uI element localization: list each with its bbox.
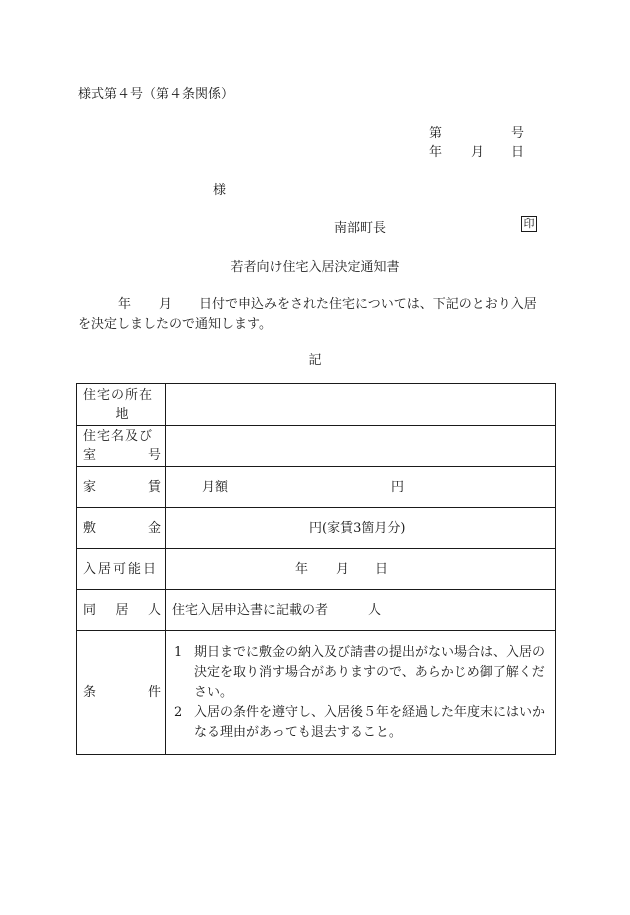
value-deposit: 円(家賃3箇月分) <box>166 508 556 549</box>
seal-mark: 印 <box>521 216 537 232</box>
conditions-list <box>174 643 551 743</box>
row-housing-name <box>77 426 556 467</box>
issue-date-year: 年 <box>429 145 443 160</box>
addressee-suffix: 様 <box>213 183 227 198</box>
body-line-1 <box>78 293 537 312</box>
label-cohabitants: 同 居 人 <box>77 590 166 631</box>
document-number-prefix: 第 <box>429 126 443 141</box>
rent-yen-unit: 円 <box>391 479 405 495</box>
issuer-name: 南部町長 <box>334 221 387 236</box>
form-number: 様式第４号（第４条関係） <box>78 87 235 102</box>
body-month: 月 <box>159 297 173 312</box>
movein-year: 年 <box>295 561 309 577</box>
label-location: 住宅の所在 地 <box>77 384 166 426</box>
body-line-2: を決定しましたので通知します。 <box>78 317 272 332</box>
value-location <box>166 384 556 426</box>
label-movein-date: 入居可能日 <box>77 549 166 590</box>
ki-heading: 記 <box>308 353 322 368</box>
row-conditions <box>77 631 556 755</box>
row-deposit <box>77 508 556 549</box>
issue-date-month: 月 <box>471 145 485 160</box>
cohabitants-unit: 人 <box>368 602 382 618</box>
rent-monthly-label: 月額 <box>202 479 229 495</box>
row-location <box>77 384 556 426</box>
condition-item: 1 期日までに敷金の納入及び請書の提出がない場合は、入居の決定を取り消す場合がありますので、あらかじめ御了解ください。 <box>174 644 546 700</box>
row-cohabitants <box>77 590 556 631</box>
details-table <box>76 383 556 755</box>
label-rent: 家 賃 <box>77 467 166 508</box>
issue-date-day: 日 <box>511 145 525 160</box>
value-rent <box>166 467 556 508</box>
row-rent <box>77 467 556 508</box>
row-movein-date <box>77 549 556 590</box>
value-housing-name <box>166 426 556 467</box>
movein-day: 日 <box>375 561 389 577</box>
body-text: 日付で申込みをされた住宅については、下記のとおり入居 <box>199 297 537 312</box>
label-housing-name: 住宅名及び 室 号 <box>77 426 166 467</box>
movein-month: 月 <box>336 561 350 577</box>
document-title: 若者向け住宅入居決定通知書 <box>230 260 400 275</box>
label-conditions: 条 件 <box>77 631 166 755</box>
value-cohabitants: 住宅入居申込書に記載の者 人 <box>166 590 556 631</box>
value-conditions <box>166 631 556 755</box>
label-deposit: 敷 金 <box>77 508 166 549</box>
condition-item: 2 入居の条件を遵守し、入居後５年を経過した年度末にはいかなる理由があっても退去すること。 <box>174 704 546 740</box>
body-year: 年 <box>118 297 132 312</box>
value-movein-date <box>166 549 556 590</box>
document-number-suffix: 号 <box>511 126 525 141</box>
